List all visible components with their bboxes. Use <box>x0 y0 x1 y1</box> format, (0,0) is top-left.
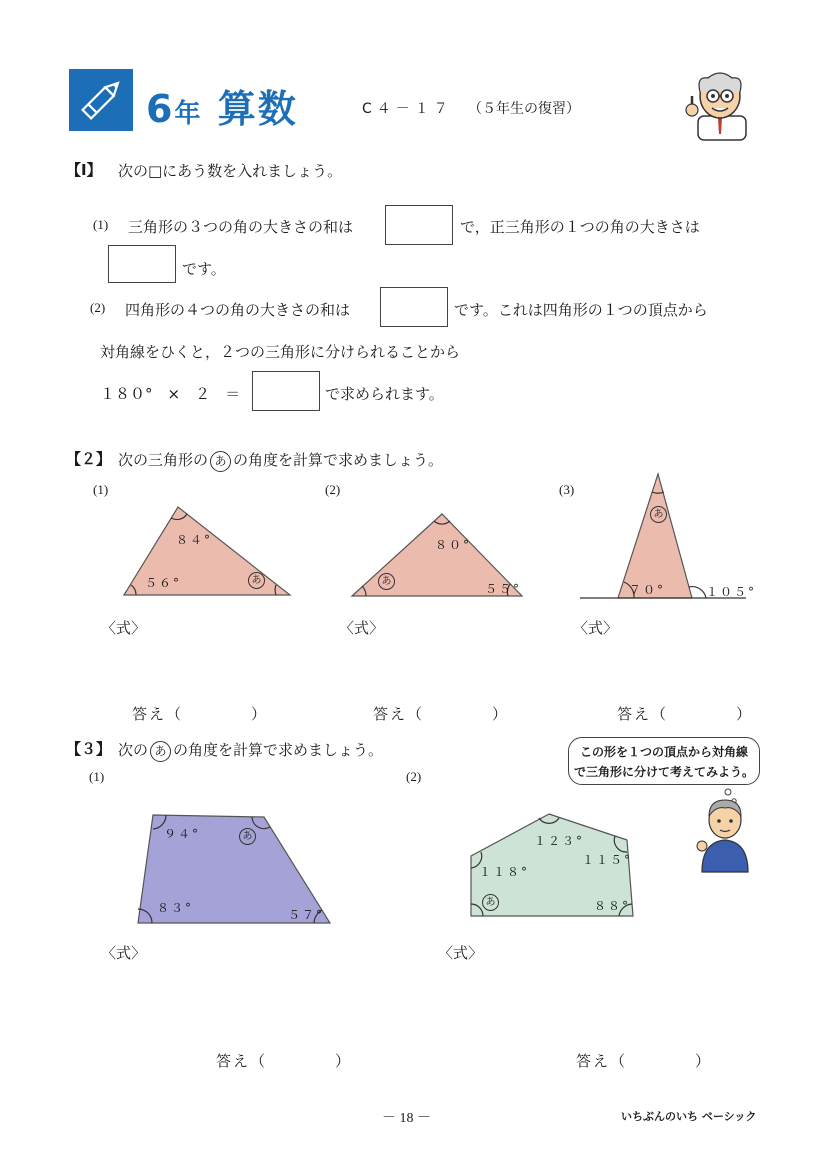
q1-mark-a: あ <box>239 828 256 845</box>
professor-illustration <box>680 70 760 140</box>
s2-p1-number: (1) <box>93 482 109 497</box>
s3-p1-number: (1) <box>89 769 105 784</box>
worksheet-note: （５年生の復習） <box>468 101 580 117</box>
s2-p2-answer[interactable]: 答え（ ） <box>373 705 510 723</box>
section1-instruction: 次の□にあう数を入れましょう。 <box>118 162 343 180</box>
page-title: 6年 算数 <box>146 87 298 131</box>
p2-angle-top: １２３° <box>534 834 585 848</box>
q2-number: (2) <box>90 300 106 315</box>
hint-line-2: で三角形に分けて考えてみよう。 <box>573 765 754 779</box>
t3-angle-exterior: １０５° <box>706 585 757 599</box>
boy-illustration <box>696 796 754 872</box>
q2-formula: １８０° × ２ ＝ <box>100 385 241 403</box>
p2-angle-left: １１８° <box>479 865 530 879</box>
q1-angle-bottom-left: ８３° <box>157 901 194 915</box>
section2-label: 【２】 <box>66 450 112 468</box>
s3-p2-number: (2) <box>406 769 422 784</box>
t2-angle-right: ５５° <box>485 582 522 596</box>
q1-text-a: 三角形の３つの角の大きさの和は <box>128 218 354 236</box>
mark-a-circle: あ <box>210 451 231 472</box>
section2-instruction: 次の三角形の あ の角度を計算で求めましょう。 <box>118 449 443 472</box>
s3-p1-answer[interactable]: 答え（ ） <box>216 1052 353 1070</box>
t1-angle-top: ８４° <box>176 533 213 547</box>
s2-p1-answer[interactable]: 答え（ ） <box>132 705 269 723</box>
q1-text-b: で，正三角形の１つの角の大きさは <box>460 218 700 236</box>
answer-box-equilateral-angle[interactable] <box>108 245 176 283</box>
q1-angle-top-left: ９４° <box>164 827 201 841</box>
s2-p3-answer[interactable]: 答え（ ） <box>617 705 754 723</box>
mark-a-circle: あ <box>150 741 171 762</box>
p2-mark-a: あ <box>482 894 499 911</box>
series-brand: いちぶんのいち ベーシック <box>621 1110 757 1123</box>
q2-text-d: で求められます。 <box>325 385 444 403</box>
q2-text-a: 四角形の４つの角の大きさの和は <box>125 301 351 319</box>
t2-angle-top: ８０° <box>435 538 472 552</box>
page-number: － 18 － <box>382 1111 431 1126</box>
s3-p1-shiki: 〈式〉 <box>101 944 147 962</box>
t1-mark-a: あ <box>248 572 265 589</box>
q2-text-c: 対角線をひくと，２つの三角形に分けられることから <box>100 343 461 361</box>
hint-speech-bubble <box>568 737 760 785</box>
t3-mark-a: あ <box>650 506 667 523</box>
s2-p2-shiki: 〈式〉 <box>339 619 385 637</box>
s2-p3-shiki: 〈式〉 <box>573 619 619 637</box>
p2-angle-right: １１５° <box>582 853 633 867</box>
section3-instruction: 次の あ の角度を計算で求めましょう。 <box>118 739 383 762</box>
s2-p1-shiki: 〈式〉 <box>101 619 147 637</box>
q1-text-c: です。 <box>182 260 226 278</box>
q2-text-b: です。これは四角形の１つの頂点から <box>454 301 708 319</box>
answer-box-quadrilateral-sum[interactable] <box>380 287 448 327</box>
s2-p2-number: (2) <box>325 482 341 497</box>
t2-mark-a: あ <box>378 573 395 590</box>
hint-line-1: この形を１つの頂点から対角線 <box>579 745 748 759</box>
answer-box-formula-result[interactable] <box>252 371 320 411</box>
section1-label: 【Ⅰ】 <box>66 161 102 179</box>
t1-angle-left: ５６° <box>145 576 182 590</box>
section3-label: 【３】 <box>66 740 112 758</box>
worksheet-code: C４－１７ <box>362 101 453 117</box>
t3-angle-inner: ７０° <box>629 583 666 597</box>
answer-box-triangle-sum[interactable] <box>385 205 453 245</box>
p2-angle-bottom-right: ８８° <box>594 899 631 913</box>
s3-p2-answer[interactable]: 答え（ ） <box>576 1052 713 1070</box>
s2-p3-number: (3) <box>559 482 575 497</box>
q1-number: (1) <box>93 217 109 232</box>
pencil-icon <box>69 69 133 131</box>
pencil-logo <box>69 69 133 131</box>
s3-p2-shiki: 〈式〉 <box>438 944 484 962</box>
q1-angle-bottom-right: ５７° <box>288 908 325 922</box>
